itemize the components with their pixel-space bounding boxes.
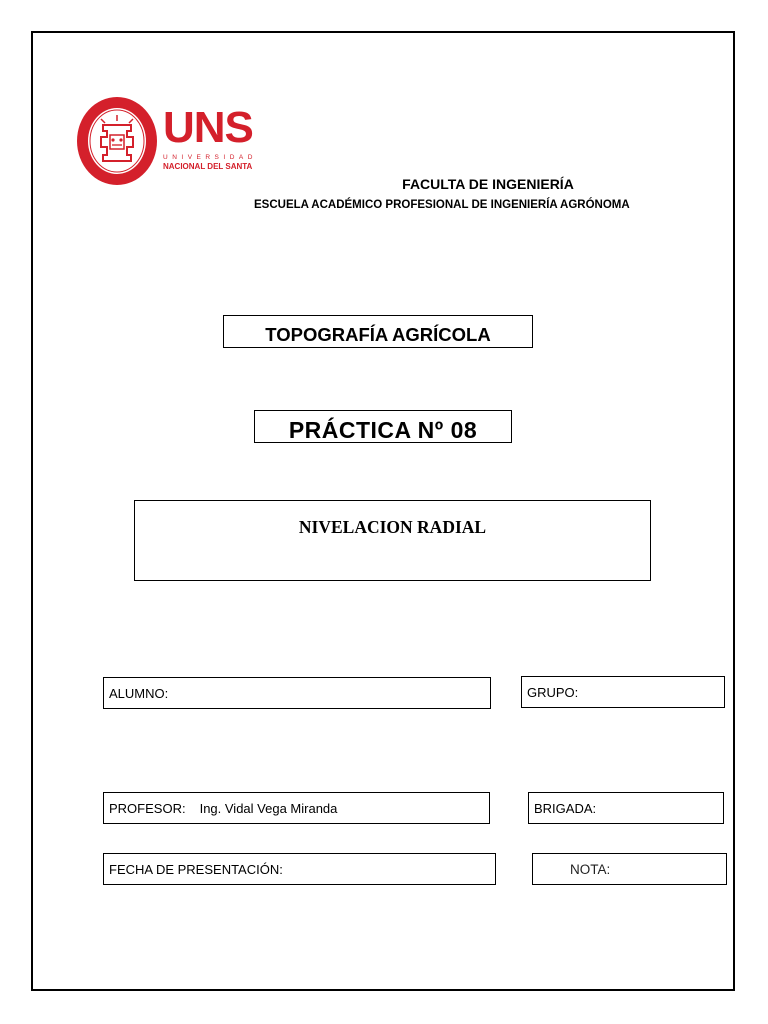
faculty-title: FACULTA DE INGENIERÍA [402, 176, 574, 192]
grupo-field[interactable] [521, 676, 725, 708]
nota-field[interactable] [532, 853, 727, 885]
uns-wordmark: UNS [163, 103, 253, 152]
course-title-box [223, 315, 533, 348]
profesor-value: Ing. Vidal Vega Miranda [199, 800, 338, 816]
course-title: TOPOGRAFÍA AGRÍCOLA [265, 324, 491, 345]
university-seal-logo [75, 95, 159, 187]
nacional-label: NACIONAL DEL SANTA [163, 162, 253, 171]
profesor-label: PROFESOR: [109, 800, 186, 816]
topic-title: NIVELACION RADIAL [298, 517, 487, 537]
practice-number-box [254, 410, 512, 443]
nota-label: NOTA: [570, 861, 611, 877]
topic-box [134, 500, 651, 581]
practice-number: PRÁCTICA Nº 08 [288, 417, 478, 443]
grupo-label: GRUPO: [527, 684, 579, 700]
university-wordmark [163, 103, 257, 172]
profesor-field[interactable] [103, 792, 490, 824]
universidad-label: UNIVERSIDAD [163, 154, 257, 161]
fecha-label: FECHA DE PRESENTACIÓN: [109, 861, 283, 877]
alumno-label: ALUMNO: [109, 685, 169, 701]
brigada-label: BRIGADA: [534, 800, 597, 816]
brigada-field[interactable] [528, 792, 724, 824]
alumno-field[interactable] [103, 677, 491, 709]
school-title: ESCUELA ACADÉMICO PROFESIONAL DE INGENIERÍA AGRÓNOMA [254, 199, 630, 211]
fecha-presentacion-field[interactable] [103, 853, 496, 885]
